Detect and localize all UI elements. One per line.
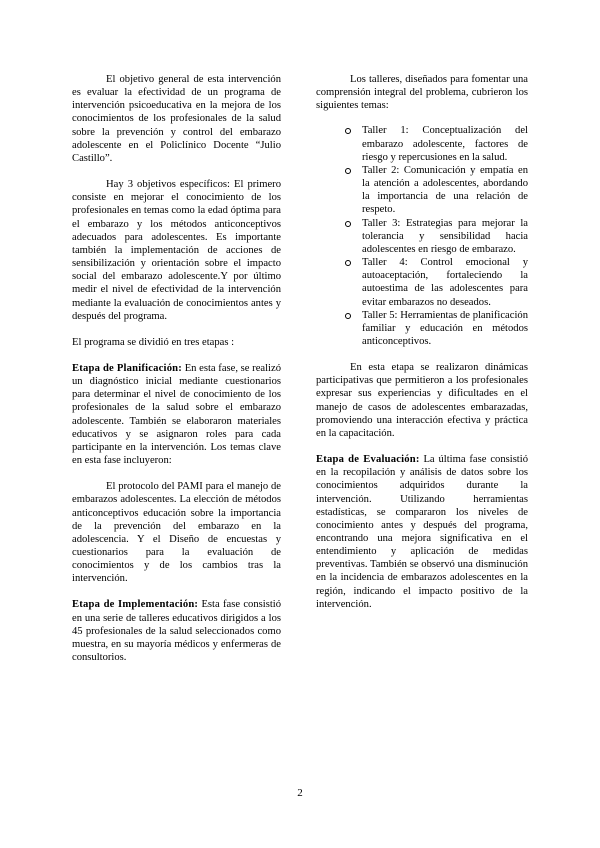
objective-paragraph: El objetivo general de esta intervención es evaluar la efectividad de un programa de intervención psicoeducativa en la mejora de los conocimientos de los profesionales de la salud sobre la prevención y control del embarazo adolescente en el Policlínico Docente “Julio Castillo”. (72, 74, 281, 164)
list-item: Taller 5: Herramientas de planificación familiar y educación en métodos anticonceptivos. (362, 309, 528, 347)
list-item: Taller 2: Comunicación y empatía en la atención a adolescentes, abordando la importancia de una relación de respeto. (362, 164, 528, 216)
page-number: 2 (297, 787, 303, 799)
planning-stage-paragraph (72, 362, 281, 467)
workshop-topics-list (316, 124, 528, 348)
workshops-intro-paragraph: Los talleres, diseñados para fomentar una comprensión integral del problema, cubrieron los siguientes temas: (316, 74, 528, 112)
evaluation-stage-paragraph (316, 453, 528, 611)
evaluation-stage-heading: Etapa de Evaluación: (316, 454, 420, 466)
stages-intro-paragraph: El programa se dividió en tres etapas : (72, 336, 235, 348)
left-column (72, 73, 281, 664)
dynamics-paragraph: En esta etapa se realizaron dinámicas participativas que permitieron a los profesionales expresar sus experiencias y dificultades en el manejo de casos de adolescentes embarazadas, promoviendo una interacción efectiva y práctica en la capacitación. (316, 362, 528, 439)
list-item: Taller 4: Control emocional y autoaceptación, fortaleciendo la autoestima de las adolescentes para evitar embarazos no deseados. (362, 257, 528, 308)
list-item: Taller 1: Conceptualización del embarazo adolescente, factores de riesgo y repercusiones en la salud. (362, 125, 528, 163)
implementation-stage-paragraph (72, 598, 281, 664)
specific-objectives-paragraph: Hay 3 objetivos específicos: El primero consiste en mejorar el conocimiento de los profesionales en temas como la edad óptima para el embarazo y los métodos anticonceptivos adecuados para adolescentes. Es importante también la implementación de acciones de sensibilización y orientación sobre el impacto social del embarazo adolescente.Y por último medir el nivel de efectividad de la intervención mediante la evaluación de conocimientos antes y después del programa. (72, 179, 281, 322)
pami-protocol-paragraph: El protocolo del PAMI para el manejo de embarazos adolescentes. La elección de métodos anticonceptivos educación sobre la importancia de la prevención del embarazo en la adolescencia. Y el Diseño de encuestas y cuestionarios para la evaluación de conocimientos y de los cambios tras la intervención. (72, 481, 281, 585)
right-column (316, 73, 528, 611)
planning-stage-text: En esta fase, se realizó un diagnóstico inicial mediante cuestionarios para determinar el nivel de conocimiento de los profesionales de la salud sobre el embarazo adolescente. También se elaboraron materiales educativos y se asignaron roles para cada participante en la intervención. Los temas clave en esta fase incluyeron: (72, 362, 281, 467)
evaluation-stage-text: La última fase consistió en la recopilación y análisis de datos sobre los conocimientos adquiridos durante la intervención. Utilizando herramientas estadísticas, se compararon los niveles de conocimiento antes y después del programa, encontrando una mejora significativa en el entendimiento y aplicación de medidas preventivas. También se observó una disminución en la incidencia de embarazos adolescentes en la región, indicando el impacto positivo de la intervención. (316, 454, 528, 610)
implementation-stage-text: Esta fase consistió en una serie de talleres educativos dirigidos a los 45 profesionales de la salud seleccionados como muestra, en su mayoría médicos y enfermeras de consultorios. (72, 599, 281, 664)
implementation-stage-heading: Etapa de Implementación: (72, 599, 199, 611)
planning-stage-heading: Etapa de Planificación: (72, 362, 183, 374)
list-item: Taller 3: Estrategias para mejorar la tolerancia y sensibilidad hacia adolescentes en riesgo de embarazo. (362, 217, 528, 255)
